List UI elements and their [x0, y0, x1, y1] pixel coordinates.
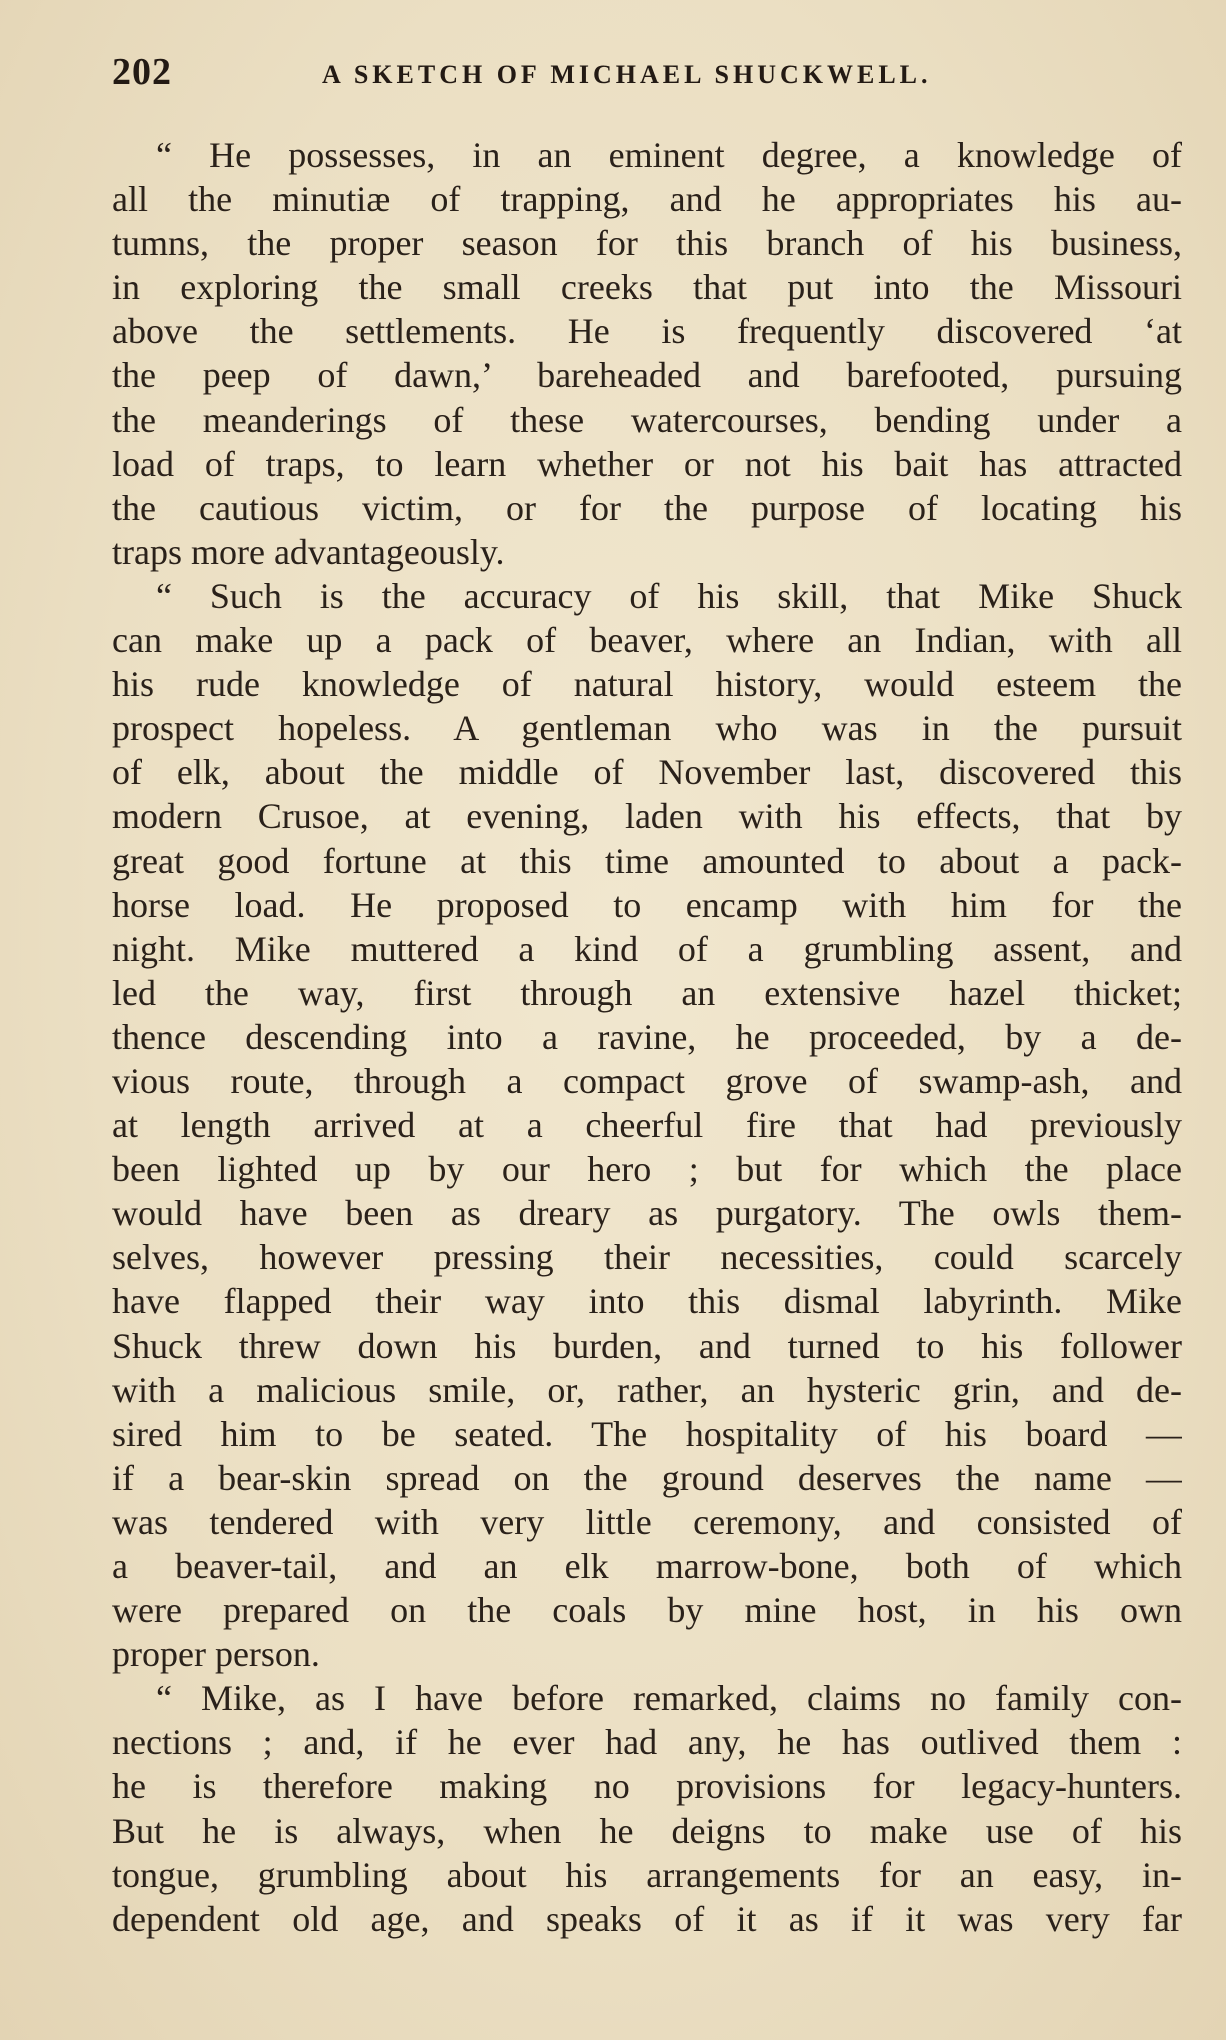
- text-line: of elk, about the middle of November last, discovered this: [112, 752, 1182, 793]
- text-line: nections ; and, if he ever had any, he has outlived them :: [112, 1722, 1182, 1763]
- text-line: tongue, grumbling about his arrangements for an easy, in-: [112, 1854, 1182, 1895]
- text-line: But he is always, when he deigns to make use of his: [112, 1810, 1182, 1851]
- text-line: have flapped their way into this dismal labyrinth. Mike: [112, 1281, 1182, 1322]
- text-line: sired him to be seated. The hospitality of his board —: [112, 1413, 1182, 1454]
- text-line: if a bear-skin spread on the ground deserves the name —: [112, 1457, 1182, 1498]
- text-line: selves, however pressing their necessities, could scarcely: [112, 1237, 1182, 1278]
- text-line: he is therefore making no provisions for legacy-hunters.: [112, 1766, 1182, 1807]
- body-text: [112, 133, 1182, 1941]
- paragraph: [112, 574, 1182, 1676]
- text-line: “ He possesses, in an eminent degree, a knowledge of: [156, 135, 1182, 175]
- text-line: traps more advantageously.: [112, 531, 505, 572]
- text-line: his rude knowledge of natural history, would esteem the: [112, 664, 1182, 705]
- text-line: modern Crusoe, at evening, laden with his effects, that by: [112, 796, 1182, 837]
- paragraph: [112, 1676, 1182, 1941]
- text-line: vious route, through a compact grove of swamp-ash, and: [112, 1060, 1182, 1101]
- text-line: “ Such is the accuracy of his skill, that Mike Shuck: [156, 575, 1182, 616]
- text-line: “ Mike, as I have before remarked, claims no family con-: [156, 1678, 1182, 1719]
- text-line: tumns, the proper season for this branch of his business,: [112, 223, 1182, 264]
- text-line: the peep of dawn,’ bareheaded and barefooted, pursuing: [112, 355, 1182, 396]
- paragraph: [112, 133, 1182, 574]
- text-line: thence descending into a ravine, he proceeded, by a de-: [112, 1016, 1182, 1057]
- text-line: all the minutiæ of trapping, and he appropriates his au-: [112, 179, 1182, 220]
- text-line: prospect hopeless. A gentleman who was in the pursuit: [112, 708, 1182, 749]
- text-line: proper person.: [112, 1634, 320, 1675]
- text-line: great good fortune at this time amounted to about a pack-: [112, 840, 1182, 881]
- page-number: 202: [112, 51, 172, 93]
- text-line: was tendered with very little ceremony, and consisted of: [112, 1501, 1182, 1542]
- text-line: load of traps, to learn whether or not his bait has attracted: [112, 443, 1182, 484]
- text-line: above the settlements. He is frequently discovered ‘at: [112, 311, 1182, 352]
- text-line: Shuck threw down his burden, and turned to his follower: [112, 1325, 1182, 1366]
- text-line: were prepared on the coals by mine host, in his own: [112, 1590, 1182, 1631]
- text-line: the meanderings of these watercourses, bending under a: [112, 399, 1182, 440]
- page-header: [112, 50, 1182, 100]
- text-line: led the way, first through an extensive hazel thicket;: [112, 972, 1182, 1013]
- running-head: A SKETCH OF MICHAEL SHUCKWELL.: [322, 60, 932, 89]
- text-line: the cautious victim, or for the purpose of locating his: [112, 487, 1182, 528]
- text-line: been lighted up by our hero ; but for which the place: [112, 1149, 1182, 1190]
- text-line: would have been as dreary as purgatory. The owls them-: [112, 1193, 1182, 1234]
- text-line: horse load. He proposed to encamp with him for the: [112, 884, 1182, 925]
- text-line: with a malicious smile, or, rather, an hysteric grin, and de-: [112, 1369, 1182, 1410]
- text-line: dependent old age, and speaks of it as if it was very far: [112, 1898, 1182, 1939]
- text-line: can make up a pack of beaver, where an Indian, with all: [112, 620, 1182, 661]
- text-line: at length arrived at a cheerful fire that had previously: [112, 1105, 1182, 1146]
- text-line: in exploring the small creeks that put into the Missouri: [112, 267, 1182, 308]
- text-line: a beaver-tail, and an elk marrow-bone, both of which: [112, 1546, 1182, 1586]
- text-line: night. Mike muttered a kind of a grumbling assent, and: [112, 928, 1182, 969]
